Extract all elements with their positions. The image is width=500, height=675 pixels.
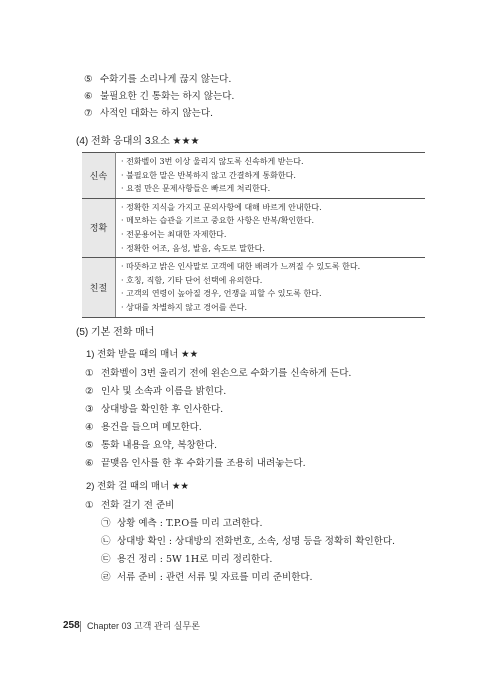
section-5-heading: (5) 기본 전화 매너	[76, 327, 155, 338]
receive-item-1: ① 전화벨이 3번 울리기 전에 왼손으로 수화기를 신속하게 든다.	[85, 368, 352, 379]
call-item-1: ① 전화 걸기 전 준비	[85, 500, 175, 511]
receive-item-5: ⑤ 통화 내용을 요약, 복창한다.	[85, 440, 218, 451]
row-content-accuracy: · 정확한 지식을 가지고 문의사항에 대해 바르게 안내한다. · 메모하는 습관을 기르고 중요한 사항은 반복/확인한다. · 전문용어는 최대한 자제한다. · 정확한 어조, 음성, 발음, 속도로 말한다.	[116, 198, 426, 257]
row-label-accuracy: 정확	[82, 198, 116, 257]
footer-divider	[80, 621, 81, 632]
table-row	[82, 258, 425, 317]
intro-item-7: ⑦ 사적인 대화는 하지 않는다.	[84, 108, 214, 119]
section-4-heading: (4) 전화 응대의 3요소 ★★★	[76, 136, 200, 147]
receive-item-4: ④ 용건을 들으며 메모한다.	[85, 422, 202, 433]
call-subitem-a: ㉠ 상황 예측 : T.P.O를 미리 고려한다.	[101, 518, 263, 529]
intro-item-6: ⑥ 불필요한 긴 통화는 하지 않는다.	[84, 91, 235, 102]
row-content-kindness: · 따뜻하고 밝은 인사말로 고객에 대한 배려가 느껴질 수 있도록 한다. · 호칭, 직함, 기타 단어 선택에 유의한다. · 고객의 연령이 높아질 경우, 언쟁을 피할 수 있도록 한다. · 상대를 차별하지 않고 경어를 쓴다.	[116, 258, 426, 317]
row-content-speed: · 전화벨이 3번 이상 울리지 않도록 신속하게 받는다. · 불필요한 말은 반복하지 않고 간결하게 통화한다. · 요점 만은 문제사항들은 빠르게 처리한다.	[116, 153, 426, 199]
call-subitem-c: ㉢ 용건 정리 : 5W 1H로 미리 정리한다.	[101, 554, 273, 565]
receive-item-6: ⑥ 끝맺음 인사를 한 후 수화기를 조용히 내려놓는다.	[85, 458, 306, 469]
table-row	[82, 198, 425, 257]
row-label-speed: 신속	[82, 153, 116, 199]
intro-item-5: ⑤ 수화기를 소리나게 끊지 않는다.	[84, 74, 232, 85]
sub-1-heading: 1) 전화 받을 때의 매너 ★★	[86, 349, 199, 360]
call-subitem-d: ㉣ 서류 준비 : 관련 서류 및 자료를 미리 준비한다.	[101, 572, 313, 583]
row-label-kindness: 친절	[82, 258, 116, 317]
call-subitem-b: ㉡ 상대방 확인 : 상대방의 전화번호, 소속, 성명 등을 정확히 확인한다.	[101, 536, 396, 547]
phone-response-table	[82, 152, 425, 318]
receive-item-2: ② 인사 및 소속과 이름을 밝힌다.	[85, 386, 227, 397]
chapter-title: Chapter 03 고객 관리 실무론	[87, 621, 200, 631]
sub-2-heading: 2) 전화 걸 때의 매너 ★★	[86, 481, 189, 492]
page-number: 258	[63, 620, 80, 631]
table-row	[82, 153, 425, 199]
receive-item-3: ③ 상대방을 확인한 후 인사한다.	[85, 404, 224, 415]
